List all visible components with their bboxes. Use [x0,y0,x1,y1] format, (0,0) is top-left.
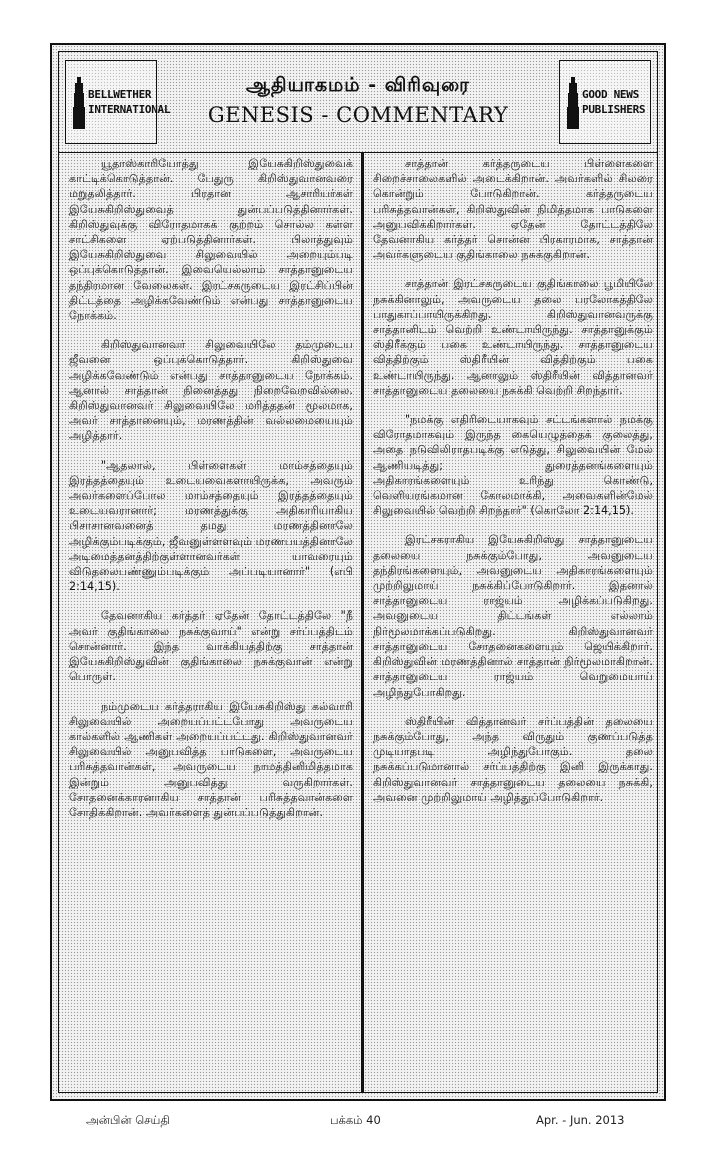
tower-logo-icon [72,75,86,131]
column-divider [361,152,364,1092]
right-column [373,156,653,1088]
logo-right-text: GOOD NEWS PUBLISHERS [582,88,646,116]
footer-issue-date: Apr. - Jun. 2013 [536,1113,625,1127]
logo-left-text: BELLWETHER INTERNATIONAL [88,88,171,116]
paragraph: இரட்சகராகிய இயேசுகிறிஸ்து சாத்தானுடைய தலையை நசுக்கும்போது, அவனுடைய தந்திரங்களையும், அவனுடைய அதிகாரங்களையும் முற்றிலுமாய் நசுக்கிப்போடுகிறார். இதனால் சாத்தானுடைய ராஜ்யம் அழிக்கப்படுகிறது. அவனுடைய திட்டங்கள் எல்லாம் நிர்மூலமாக்கப்படுகிறது. கிறிஸ்துவானவர் சாத்தானுடைய சோதனைகளையும் ஜெயிக்கிறார். கிறிஸ்துவின் மரணத்தினால் சாத்தான் நிர்மூலமாகிறான். சாத்தானுடைய ராஜ்யம் வெறுமையாய் அழிந்துபோகிறது. [373,533,653,699]
paragraph: நம்முடைய கர்த்தராகிய இயேசுகிறிஸ்து கல்வாரி சிலுவையில் அறையப்பட்டபோது அவருடைய கால்களில் ஆணிகள் அறையப்பட்டது. கிறிஸ்துவானவர் சிலுவையில் அனுபவித்த பாடுகளை, அவருடைய பரிசுத்தவான்கள், அவருடைய நாமத்தினிமித்தமாக இன்றும் அனுபவித்து வருகிறார்கள். சோதனைக்காரனாகிய சாத்தான் பரிசுத்தவான்களை சோதிக்கிறான். அவர்களைத் துன்பப்படுத்துகிறான். [69,699,353,819]
paragraph: சாத்தான் இரட்சகருடைய குதிங்காலை பூமியிலே நசுக்கினாலும், அவருடைய தலை பரலோகத்திலே பாதுகாப்பாயிருக்கிறது. கிறிஸ்துவானவருக்கு சாத்தானிடம் வெற்றி உண்டாயிருந்து. சாத்தானுக்கும் ஸ்திரீக்கும் பகை உண்டாயிருந்து. சாத்தானுடைய வித்திற்கும் ஸ்திரீயின் வித்திற்கும் பகை உண்டாயிருந்து. ஆனாலும் ஸ்திரீயின் வித்தானவர் சாத்தானுடைய தலையை நசுக்கி வெற்றி சிறந்தார். [373,277,653,397]
paragraph: யூதாஸ்காரியோத்து இயேசுகிறிஸ்துவைக் காட்டிக்கொடுத்தான். பேதுரு கிறிஸ்துவானவரை மறுதலித்தார். பிரதான ஆசாரியர்கள் இயேசுகிறிஸ்துவைத் துன்பப்படுத்தினார்கள். கிறிஸ்துவுக்கு விரோதமாகக் குற்றம் சொல்ல கள்ள சாட்சிகளை ஏற்படுத்தினார்கள். பிலாத்துவும் இயேசுகிறிஸ்துவை சிலுவையில் அறையும்படி ஒப்புக்கொடுத்தான். இவையெல்லாம் சாத்தானுடைய தந்திரமான வேலைகள். இரட்சகருடைய இரட்சிப்பின் திட்டத்தை அழிக்கவேண்டும் என்பது சாத்தானுடைய நோக்கம். [69,157,353,323]
paragraph: "ஆதலால், பிள்ளைகள் மாம்சத்தையும் இரத்தத்தையும் உடையவைகளாயிருக்க, அவரும் அவர்களைப்போல மாம்சத்தையும் இரத்தத்தையும் உடையவரானார்; மரணத்துக்கு அதிகாரியாகிய பிசாசானவனைத் தமது மரணத்தினாலே அழிக்கும்படிக்கும், ஜீவனுள்ளளவும் மரணபயத்தினாலே அடிமைத்தனத்திற்குள்ளானவர்கள் யாவரையும் விடுதலைபண்ணும்படிக்கும் அப்படியானார்" (எபி 2:14,15). [69,458,353,594]
page-frame [50,43,666,1101]
title-block [163,52,553,152]
paragraph: தேவனாகிய கர்த்தர் ஏதேன் தோட்டத்திலே "நீ அவர் குதிங்காலை நசுக்குவாய்" என்று சர்ப்பத்திடம் சொன்னார். இந்த வாக்கியத்திற்கு சாத்தான் இயேசுகிறிஸ்துவின் குதிங்காலை நசுக்குவான் என்று பொருள். [69,609,353,684]
bellwether-logo [65,60,171,144]
paragraph: ஸ்திரீயின் வித்தானவர் சர்ப்பத்தின் தலையை நசுக்கும்போது, அந்த விருதும் குணப்படுத்த முடியாதபடி அழிந்துபோகும். தலை நசுக்கப்படுமானால் சர்ப்பத்திற்கு இனி இருக்காது. கிறிஸ்துவானவர் சாத்தானுடைய தலையை நசுக்கி, அவனை முற்றிலுமாய் அழித்துப்போடுகிறார். [373,714,653,804]
paragraph: கிறிஸ்துவானவர் சிலுவையிலே தம்முடைய ஜீவனை ஒப்புக்கொடுத்தார். கிறிஸ்துவை அழிக்கவேண்டும் என்பது சாத்தானுடைய நோக்கம். ஆனால் சாத்தான் நினைத்தது நிறைவேறவில்லை. கிறிஸ்துவானவர் சிலுவையிலே மரித்ததன் மூலமாக, அவர் சாத்தானையும், மரணத்தின் வல்லமையையும் அழித்தார். [69,338,353,443]
paragraph: சாத்தான் கர்த்தருடைய பிள்ளைகளை சிறைச்சாலைகளில் அடைக்கிறான். அவர்களில் சிலரை கொன்றும் போடுகிறான். கர்த்தருடைய பரிசுத்தவான்கள், கிறிஸ்துவின் நிமித்தமாக பாடுகளை அனுபவிக்கிறார்கள். ஏதேன் தோட்டத்திலே தேவனாகிய கர்த்தர் சொன்ன பிரகாரமாக, சாத்தான் அவர்களுடைய குதிங்காலை நசுக்குகிறான். [373,157,653,262]
footer-magazine-name: அன்பின் செய்தி [86,1113,170,1127]
paragraph: "நமக்கு எதிரிடையாகவும் சட்டங்களால் நமக்கு விரோதமாகவும் இருந்த கையெழுத்தைக் குலைத்து, அதை நடுவிலிராதபடிக்கு எடுத்து, சிலுவையின் மேல் ஆணியடித்து; துரைத்தனங்களையும் அதிகாரங்களையும் உரிந்து கொண்டு, வெளியரங்கமான கோலமாக்கி, அவைகளின்மேல் சிலுவையில் வெற்றி சிறந்தார்" (கொலோ 2:14,15). [373,413,653,518]
footer-page-number: பக்கம் 40 [330,1113,381,1127]
left-column [69,156,353,1088]
title-english: GENESIS - COMMENTARY [207,103,509,127]
header-band [59,52,657,153]
good-news-logo [559,60,651,144]
title-tamil: ஆதியாகமம் - விரிவுரை [246,74,470,96]
content-border [58,51,658,1093]
tower-logo-icon [566,75,580,131]
